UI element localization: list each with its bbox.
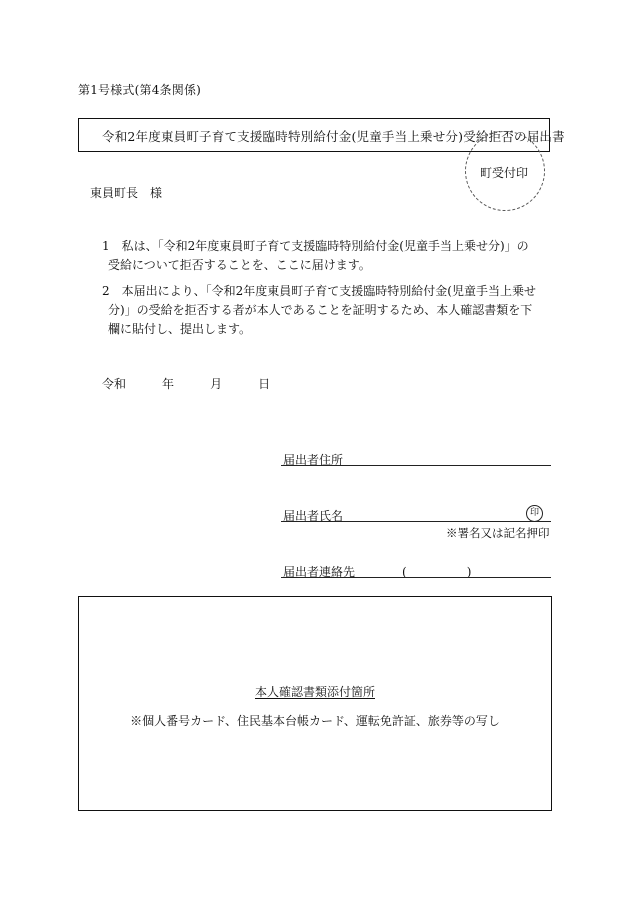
addressee: 東員町長 様 (90, 186, 163, 200)
date-era: 令和 (102, 377, 127, 391)
contact-paren-close: ) (466, 565, 472, 579)
item-2-line-1: 2 本届出により、「令和2年度東員町子育て支援臨時特別給付金(児童手当上乗せ (102, 284, 536, 298)
applicant-contact-label: 届出者連絡先 (283, 565, 356, 579)
id-document-attachment-area (78, 596, 552, 811)
seal-note: ※署名又は記名押印 (446, 526, 550, 540)
attachment-title-text: 本人確認書類添付箇所 (254, 685, 375, 699)
date-month-unit: 月 (210, 377, 223, 391)
date-line (102, 375, 270, 392)
attachment-title (0, 683, 630, 700)
reception-stamp-label: 町受付印 (480, 166, 529, 180)
item-2-line-3: 欄に貼付し、提出します。 (108, 322, 252, 336)
contact-paren-open: ( (402, 565, 407, 579)
date-day-unit: 日 (258, 377, 271, 391)
attachment-note: ※個人番号カード、住民基本台帳カード、運転免許証、旅券等の写し (130, 714, 500, 728)
form-number: 第1号様式(第4条関係) (78, 83, 202, 97)
item-2-line-2: 分)」の受給を拒否する者が本人であることを証明するため、本人確認書類を下 (108, 303, 533, 317)
applicant-name-label: 届出者氏名 (283, 509, 344, 523)
document-title: 令和2年度東員町子育て支援臨時特別給付金(児童手当上乗せ分)受給拒否の届出書 (102, 129, 565, 144)
applicant-address-label: 届出者住所 (283, 453, 344, 467)
item-1-line-1: 1 私は、「令和2年度東員町子育て支援臨時特別給付金(児童手当上乗せ分)」の (102, 239, 529, 253)
applicant-name-field[interactable] (281, 521, 551, 522)
applicant-address-field[interactable] (281, 465, 551, 466)
seal-icon: 印 (526, 505, 543, 522)
applicant-contact-field[interactable] (281, 577, 551, 578)
date-year-unit: 年 (162, 377, 175, 391)
item-1-line-2: 受給について拒否することを、ここに届けます。 (108, 258, 371, 272)
